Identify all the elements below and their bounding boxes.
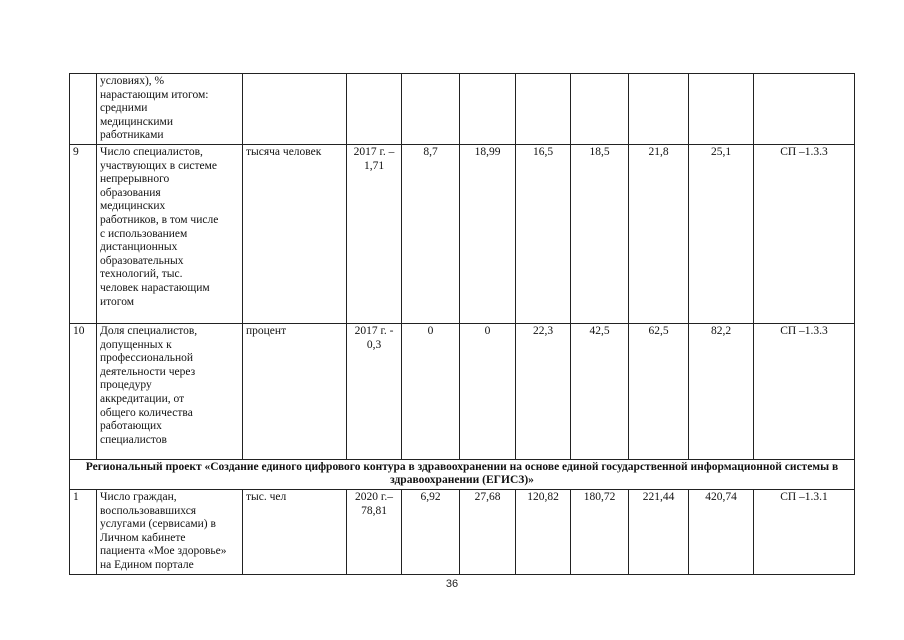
base-value-cell xyxy=(347,74,402,145)
desc-line: на Едином портале xyxy=(100,558,194,571)
value-cell xyxy=(629,74,689,145)
value-cell: 0 xyxy=(460,323,516,459)
indicator-description xyxy=(97,74,243,145)
row-number: 9 xyxy=(70,144,97,323)
value-cell xyxy=(516,74,571,145)
value-cell: 62,5 xyxy=(629,323,689,459)
desc-line: человек нарастающим xyxy=(100,281,210,294)
table-row xyxy=(70,74,855,145)
indicators-table xyxy=(69,73,855,575)
desc-line: работников, в том числе xyxy=(100,213,219,226)
desc-line: пациента «Мое здоровье» xyxy=(100,545,227,558)
desc-line: профессиональной xyxy=(100,352,194,365)
section-title: Региональный проект «Создание единого цифрового контура в здравоохранении на основе единой государственной информационной системы в здравоохранении (ЕГИСЗ)» xyxy=(70,459,855,489)
desc-line: образования xyxy=(100,186,161,199)
unit-cell: тысяча человек xyxy=(243,144,347,323)
reference-cell: СП –1.3.3 xyxy=(754,323,855,459)
desc-line: медицинских xyxy=(100,200,166,213)
table-row xyxy=(70,323,855,459)
value-cell xyxy=(460,74,516,145)
desc-line: медицинскими xyxy=(100,115,173,128)
value-cell: 420,74 xyxy=(689,489,754,574)
desc-line: услугами (сервисами) в xyxy=(100,518,216,531)
unit-cell xyxy=(243,74,347,145)
reference-cell: СП –1.3.1 xyxy=(754,489,855,574)
value-cell: 120,82 xyxy=(516,489,571,574)
value-cell: 25,1 xyxy=(689,144,754,323)
base-value-cell: 2017 г. - 0,3 xyxy=(347,323,402,459)
desc-line: участвующих в системе xyxy=(100,159,217,172)
value-cell: 0 xyxy=(402,323,460,459)
table-row xyxy=(70,489,855,574)
desc-line: аккредитации, от xyxy=(100,392,185,405)
row-number xyxy=(70,74,97,145)
desc-line: дистанционных xyxy=(100,241,178,254)
desc-line: воспользовавшихся xyxy=(100,504,197,517)
unit-cell: процент xyxy=(243,323,347,459)
desc-line: образовательных xyxy=(100,254,184,267)
desc-line: непрерывного xyxy=(100,173,170,186)
value-cell: 18,99 xyxy=(460,144,516,323)
desc-line: Личном кабинете xyxy=(100,531,186,544)
value-cell: 8,7 xyxy=(402,144,460,323)
value-cell: 21,8 xyxy=(629,144,689,323)
desc-line: средними xyxy=(100,102,148,115)
value-cell xyxy=(571,74,629,145)
value-cell: 18,5 xyxy=(571,144,629,323)
desc-line: с использованием xyxy=(100,227,188,240)
base-value-cell: 2020 г.– 78,81 xyxy=(347,489,402,574)
value-cell: 221,44 xyxy=(629,489,689,574)
desc-line: работниками xyxy=(100,129,164,142)
indicator-description xyxy=(97,489,243,574)
desc-line: допущенных к xyxy=(100,338,172,351)
value-cell: 16,5 xyxy=(516,144,571,323)
indicator-description xyxy=(97,323,243,459)
desc-line: общего количества xyxy=(100,406,193,419)
desc-line: технологий, тыс. xyxy=(100,268,183,281)
desc-line: процедуру xyxy=(100,379,152,392)
value-cell xyxy=(689,74,754,145)
page-number: 36 xyxy=(445,578,459,590)
value-cell: 42,5 xyxy=(571,323,629,459)
base-value-cell: 2017 г. –1,71 xyxy=(347,144,402,323)
reference-cell: СП –1.3.3 xyxy=(754,144,855,323)
desc-line: Число специалистов, xyxy=(100,145,203,158)
value-cell: 180,72 xyxy=(571,489,629,574)
desc-line: специалистов xyxy=(100,433,167,446)
value-cell: 6,92 xyxy=(402,489,460,574)
desc-line: нарастающим итогом: xyxy=(100,88,209,101)
desc-line: деятельности через xyxy=(100,365,196,378)
table-row xyxy=(70,144,855,323)
row-number: 10 xyxy=(70,323,97,459)
unit-cell: тыс. чел xyxy=(243,489,347,574)
desc-line: условиях), % xyxy=(100,75,165,87)
value-cell: 82,2 xyxy=(689,323,754,459)
desc-line: Доля специалистов, xyxy=(100,324,198,337)
desc-line: работающих xyxy=(100,420,162,433)
desc-line: итогом xyxy=(100,295,135,308)
value-cell: 22,3 xyxy=(516,323,571,459)
indicator-description xyxy=(97,144,243,323)
reference-cell xyxy=(754,74,855,145)
value-cell: 27,68 xyxy=(460,489,516,574)
row-number: 1 xyxy=(70,489,97,574)
value-cell xyxy=(402,74,460,145)
section-header-row xyxy=(70,459,855,489)
desc-line: Число граждан, xyxy=(100,490,177,503)
